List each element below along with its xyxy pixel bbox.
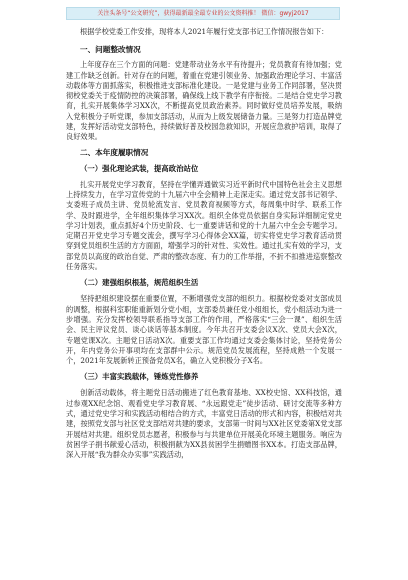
document-body	[66, 27, 342, 461]
section-heading-issues: 一、问题整改情况	[80, 45, 141, 55]
section-heading-duties: 二、本年度履职情况	[80, 147, 149, 157]
issues-paragraph: 上年度存在三个方面的问题：党建带动业务水平有待提升；党员教育有待加强；党建工作缺乏创新。针对存在的问题，着重在党建引领业务、加强政治理论学习、丰富活动载体等方面抓落实，积极推进支部标准化建设。一是党建与业务工作同部署，坚决贯彻校党委关于疫情防控的决策部署，确保线上线下教学有序衔接。二是结合党史学习教育，扎实开展集体学习XX次，不断提高党员政治素养。同时做好党员培养发展，吸纳入党积极分子听党课，参加支部活动，从而为上级发展储备力量。三是努力打造品牌党建，发挥好活动党支部特色，持续做好普及校园急救知识，开展应急救护培训，取得了良好效果。	[66, 60, 342, 142]
organization-paragraph: 坚持把组织建设摆在重要位置，不断增强党支部的组织力。根据校党委对支部成员的调整，根据科室职能重新划分党小组，支部委员兼任党小组组长，党小组活动为进一步增强。充分发挥校领导联系指导支部工作的作用，严格落实“三会一课”、组织生活会、民主评议党员、谈心谈话等基本制度。今年共召开支委会议X次、党员大会X次，专题党课X次。主题党日活动X次。重要支部工作均通过支委会集体讨论，坚持党务公开，年内党务公开事项均在支部群中公示。规范党员发展流程，坚持成熟一个发展一个，2021年发展新转正预备党员X名，确立入党积极分子X名。	[66, 294, 342, 366]
subsection-heading-organization: （二）建强组织根基，规范组织生活	[80, 278, 199, 288]
theory-paragraph: 扎实开展党史学习教育，坚持在学懂弄通做实习近平新时代中国特色社会主义思想上持续发力，在学习宣传党的十九届六中全会精神上走深走实。通过党支部书记领学、支委班子成员主讲、党员轮流发言、党员教育视频等方式，每周集中时学、联系工作学、及时跟进学，全年组织集体学习XX次。组织全体党员依据自身实际详细制定党史学习计划表，重点抓好4个历史阶段、七一重要讲话和党的十九届六中全会专题学习。定期召开党史学习专题交流会，撰写学习心得体会XX篇，切实将党史学习教育活动贯穿到党员组织生活的方方面面，增强学习的针对性、实效性。通过扎实有效的学习，支部党员以高度的政治自觉、严肃的整改态度、有力的工作举措，不折不扣推进巡察整改任务落实。	[66, 179, 342, 272]
subsection-heading-theory: （一）强化理论武装，提高政治站位	[80, 163, 199, 173]
subsection-heading-practice: （三）丰富实践载体，锤炼党性修养	[80, 372, 199, 382]
promo-banner: 关注头条号“公文研究”，获得最新最全最专业的公文资料推！ 微信：gwyj2017	[66, 7, 340, 20]
lead-paragraph: 根据学校党委工作安排，现将本人2021年履行党支部书记工作情况报告如下：	[80, 27, 329, 36]
practice-paragraph: 创新活动载体，将主题党日活动搬进了红色教育基地、XX校史馆、XX科技馆，通过参观XX纪念馆、观看党史学习教育展、“永远跟党走”徒步活动、研讨交流等多种方式，通过党史学习和实践活动相结合的方式，丰富党日活动的形式和内容，积极结对共建，按照党支部与社区党支部结对共建的要求，支部第一时间与XX社区党委第X党支部开展结对共建。组织党员志愿者，积极参与与共建单位开展美化环境主题服务。响应为贫困学子捐书献爱心活动，积极捐献为XX县贫困学生捐赠图书XX本。打造支部品牌，深入开展“我为群众办实事”实践活动，	[66, 388, 342, 460]
